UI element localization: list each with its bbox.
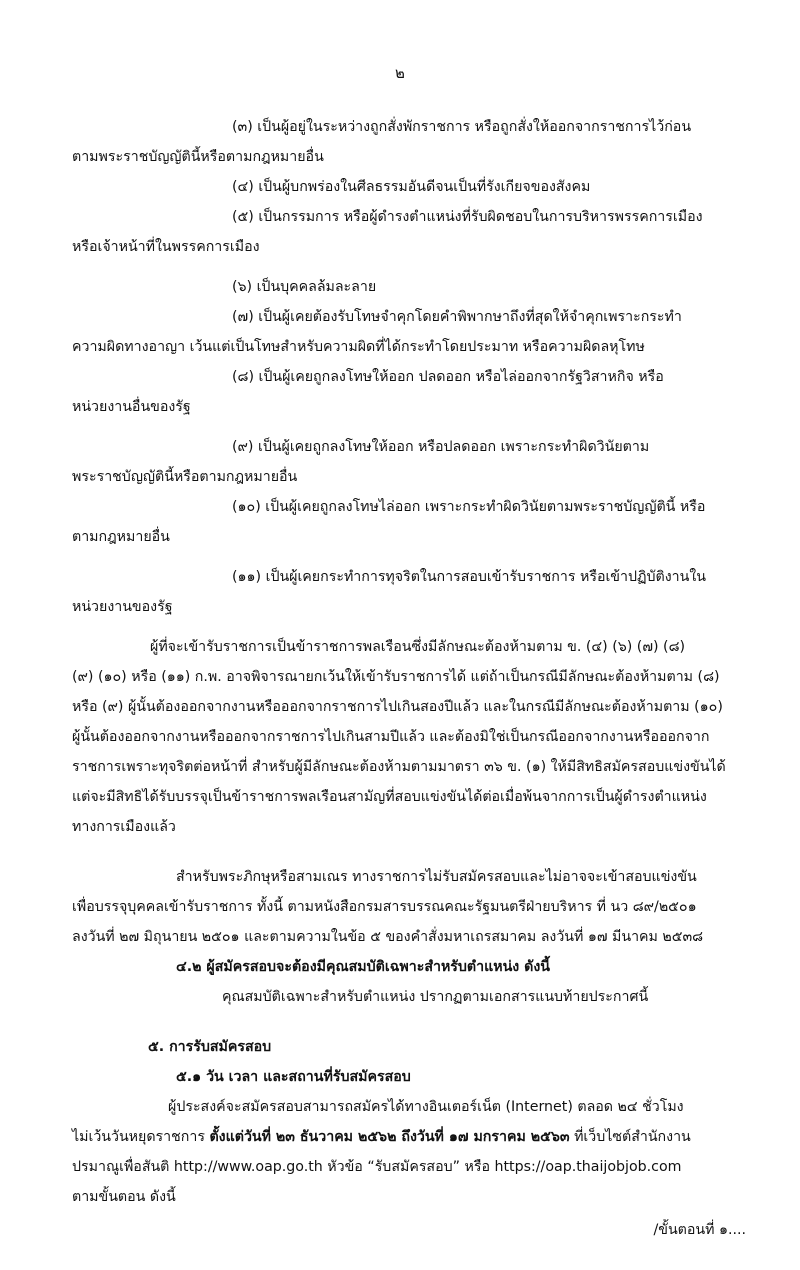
page-number: ๒ — [395, 64, 405, 82]
exemption-para-line-4: ผู้นั้นต้องออกจากงานหรือออกจากราชการไปเกินสามปีแล้ว และต้องมิใช่เป็นกรณีออกจากงานหรือออกจาก — [72, 729, 710, 745]
item-8-line-1: (๘) เป็นผู้เคยถูกลงโทษให้ออก ปลดออก หรือไล่ออกจากรัฐวิสาหกิจ หรือ — [232, 369, 664, 385]
application-text-a: ไม่เว้นวันหยุดราชการ — [72, 1129, 210, 1145]
exemption-para-line-6: แต่จะมีสิทธิได้รับบรรจุเป็นข้าราชการพลเรือนสามัญที่สอบแข่งขันได้ต่อเมื่อพ้นจากการเป็นผู้ดำรงตำแหน่ง — [72, 789, 707, 805]
item-7-line-2: ความผิดทางอาญา เว้นแต่เป็นโทษสำหรับความผิดที่ได้กระทำโดยประมาท หรือความผิดลหุโทษ — [72, 339, 645, 355]
document-body — [72, 112, 790, 1212]
item-8-line-2: หน่วยงานอื่นของรัฐ — [72, 399, 191, 415]
application-period: ตั้งแต่วันที่ ๒๓ ธันวาคม ๒๕๖๒ ถึงวันที่ ๑๗ มกราคม ๒๕๖๓ — [209, 1129, 570, 1145]
section-5-1-heading: ๕.๑ วัน เวลา และสถานที่รับสมัครสอบ — [176, 1069, 411, 1085]
exemption-para-line-7: ทางการเมืองแล้ว — [72, 819, 176, 835]
application-para-line-1: ผู้ประสงค์จะสมัครสอบสามารถสมัครได้ทางอินเตอร์เน็ต (Internet) ตลอด ๒๔ ชั่วโมง — [168, 1099, 684, 1115]
item-7-line-1: (๗) เป็นผู้เคยต้องรับโทษจำคุกโดยคำพิพากษาถึงที่สุดให้จำคุกเพราะกระทำ — [232, 309, 682, 325]
item-5-line-1: (๕) เป็นกรรมการ หรือผู้ดำรงตำแหน่งที่รับผิดชอบในการบริหารพรรคการเมือง — [232, 209, 703, 225]
section-5-heading: ๕. การรับสมัครสอบ — [148, 1039, 272, 1055]
item-6: (๖) เป็นบุคคลล้มละลาย — [232, 279, 377, 295]
exemption-para-line-1: ผู้ที่จะเข้ารับราชการเป็นข้าราชการพลเรือนซึ่งมีลักษณะต้องห้ามตาม ข. (๔) (๖) (๗) (๘) — [150, 639, 686, 655]
item-4: (๔) เป็นผู้บกพร่องในศีลธรรมอันดีจนเป็นที่รังเกียจของสังคม — [232, 179, 591, 195]
item-3-line-1: (๓) เป็นผู้อยู่ในระหว่างถูกสั่งพักราชการ หรือถูกสั่งให้ออกจากราชการไว้ก่อน — [232, 119, 692, 135]
monk-para-line-3: ลงวันที่ ๒๗ มิถุนายน ๒๕๐๑ และตามความในข้อ ๕ ของคำสั่งมหาเถรสมาคม ลงวันที่ ๑๗ มีนาคม ๒๕๓๘ — [72, 929, 704, 945]
item-9-line-2: พระราชบัญญัตินี้หรือตามกฎหมายอื่น — [72, 469, 298, 485]
exemption-para-line-3: หรือ (๙) ผู้นั้นต้องออกจากงานหรือออกจากราชการไปเกินสองปีแล้ว และในกรณีมีลักษณะต้องห้ามตาม (๑๐) — [72, 699, 723, 715]
application-para-line-4: ตามขั้นตอน ดังนี้ — [72, 1189, 176, 1205]
section-4-2-heading: ๔.๒ ผู้สมัครสอบจะต้องมีคุณสมบัติเฉพาะสำหรับตำแหน่ง ดังนี้ — [176, 959, 551, 975]
item-5-line-2: หรือเจ้าหน้าที่ในพรรคการเมือง — [72, 239, 260, 255]
exemption-para-line-5: ราชการเพราะทุจริตต่อหน้าที่ สำหรับผู้มีลักษณะต้องห้ามตามมาตรา ๓๖ ข. (๑) ให้มีสิทธิสมัครสอบแข่งขันได้ — [72, 759, 726, 775]
item-3-line-2: ตามพระราชบัญญัตินี้หรือตามกฎหมายอื่น — [72, 149, 324, 165]
continuation-footer: /ขั้นตอนที่ ๑.... — [653, 1222, 746, 1238]
application-para-line-3: ปรมาณูเพื่อสันติ http://www.oap.go.th หัวข้อ “รับสมัครสอบ” หรือ https://oap.thaijobjob.com — [72, 1159, 682, 1175]
monk-para-line-1: สำหรับพระภิกษุหรือสามเณร ทางราชการไม่รับสมัครสอบและไม่อาจจะเข้าสอบแข่งขัน — [176, 869, 697, 885]
application-para-line-2 — [72, 1122, 790, 1152]
section-4-2-text: คุณสมบัติเฉพาะสำหรับตำแหน่ง ปรากฏตามเอกสารแนบท้ายประกาศนี้ — [222, 989, 649, 1005]
item-10-line-1: (๑๐) เป็นผู้เคยถูกลงโทษไล่ออก เพราะกระทำผิดวินัยตามพระราชบัญญัตินี้ หรือ — [232, 499, 706, 515]
application-text-b: ที่เว็บไซต์สำนักงาน — [569, 1129, 691, 1145]
item-11-line-1: (๑๑) เป็นผู้เคยกระทำการทุจริตในการสอบเข้ารับราชการ หรือเข้าปฏิบัติงานใน — [232, 569, 706, 585]
item-10-line-2: ตามกฎหมายอื่น — [72, 529, 170, 545]
item-9-line-1: (๙) เป็นผู้เคยถูกลงโทษให้ออก หรือปลดออก เพราะกระทำผิดวินัยตาม — [232, 439, 650, 455]
monk-para-line-2: เพื่อบรรจุบุคคลเข้ารับราชการ ทั้งนี้ ตามหนังสือกรมสารบรรณคณะรัฐมนตรีฝ่ายบริหาร ที่ นว ๘๙/๒๕๐๑ — [72, 899, 697, 915]
item-11-line-2: หน่วยงานของรัฐ — [72, 599, 173, 615]
exemption-para-line-2: (๙) (๑๐) หรือ (๑๑) ก.พ. อาจพิจารณายกเว้นให้เข้ารับราชการได้ แต่ถ้าเป็นกรณีมีลักษณะต้องห้ามตาม (๘) — [72, 669, 720, 685]
